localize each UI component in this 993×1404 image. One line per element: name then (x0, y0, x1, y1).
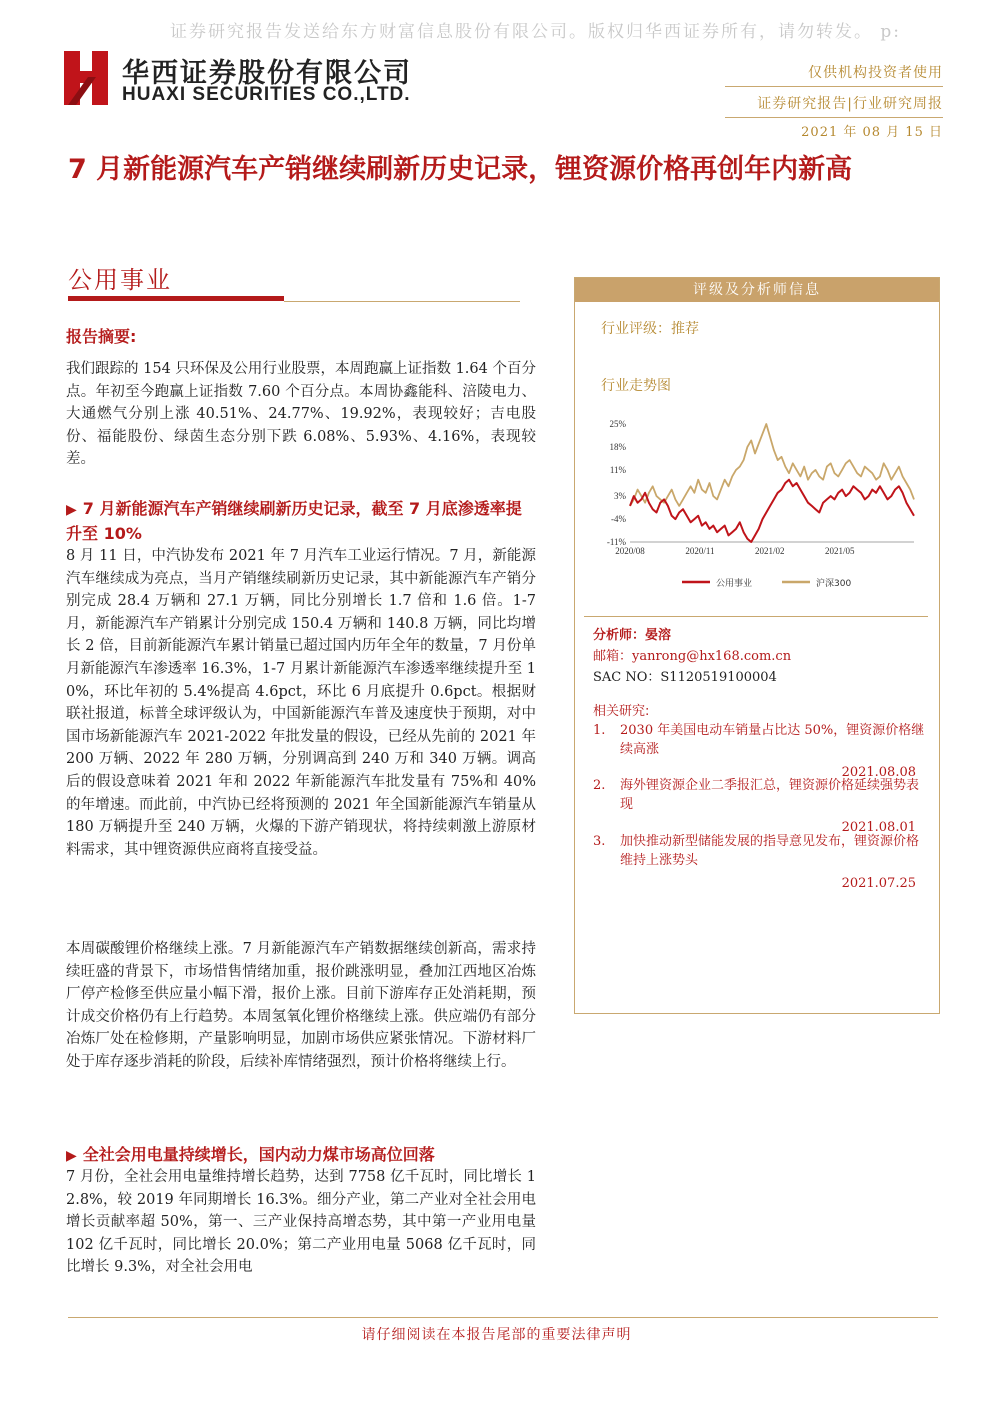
sector-name: 公用事业 (68, 266, 172, 294)
watermark-text: 证券研究报告发送给东方财富信息股份有限公司。版权归华西证券所有，请勿转发。 p: (170, 22, 902, 42)
legend-label: 沪深300 (816, 579, 852, 589)
triangle-bullet-icon: ▶ (66, 1148, 77, 1164)
related-title: 加快推动新型储能发展的指导意见发布，锂资源价格维持上涨势头 (620, 834, 920, 868)
related-research-title: 相关研究: (593, 704, 650, 719)
related-number: 1. (593, 723, 606, 738)
related-title: 海外锂资源企业二季报汇总，锂资源价格延续强势表现 (620, 778, 920, 812)
section-heading-text: 全社会用电量持续增长，国内动力煤市场高位回落 (82, 1145, 435, 1164)
series-line (630, 480, 914, 542)
header-divider (725, 86, 943, 87)
related-date: 2021.07.25 (841, 876, 916, 891)
header-divider (725, 117, 943, 118)
y-tick-label: -11% (606, 537, 626, 547)
summary-heading: 报告摘要: (66, 327, 137, 346)
series-line (630, 424, 914, 506)
section-heading-text: 7 月新能源汽车产销继续刷新历史记录，截至 7 月底渗透率提升至 10% (66, 499, 522, 543)
legal-notice: 请仔细阅读在本报告尾部的重要法律声明 (361, 1327, 632, 1343)
section-paragraph: 本周碳酸锂价格继续上涨。7 月新能源汽车产销数据继续创新高，需求持续旺盛的背景下，市场惜售情绪加重，报价跳涨明显，叠加江西地区冶炼厂停产检修至供应量小幅下滑，报价上涨。目前下游库存正处消耗期，预计成交价格仍有上行趋势。本周氢氧化锂价格继续上涨。供应端仍有部分冶炼厂处在检修期，产量影响明显，加剧市场供应紧张情况。下游材料厂处于库存逐步消耗的阶段，后续补库情绪强烈，预计价格将继续上行。 (66, 941, 536, 1070)
y-tick-label: 18% (609, 441, 626, 452)
triangle-bullet-icon: ▶ (66, 502, 77, 518)
footer-divider (68, 1317, 938, 1318)
analyst-email: 邮箱：yanrong@hx168.com.cn (593, 649, 792, 664)
industry-trend-chart (594, 412, 924, 597)
sac-number: SAC NO：S1120519100004 (593, 670, 777, 685)
section-heading-ev (66, 497, 536, 545)
related-research-item[interactable] (593, 832, 928, 893)
industry-rating: 行业评级：推荐 (601, 321, 699, 337)
report-title: 7 月新能源汽车产销继续刷新历史记录，锂资源价格再创年内新高 (68, 154, 853, 185)
section-paragraph: 8 月 11 日，中汽协发布 2021 年 7 月汽车工业运行情况。7 月，新能源汽车继续成为亮点，当月产销继续刷新历史记录，其中新能源汽车产销分别完成 28.4 万辆和 27.1 万辆，同比分别增长 1.7 倍和 1.6 倍。1-7 月，新能源汽车产销累计分别完成 150.4 万辆和 140.8 万辆，同比均增长 2 倍，目前新能源汽车累计销量已超过国内历年全年的数量，7 月份单月新能源汽车渗透率 16.3%，1-7 月累计新能源汽车渗透率继续提升至 10%，环比年初的 5.4%提高 4.6pct，环比 6 月底提升 0.6pct。根据财联社报道，标普全球评级认为，中国新能源汽车普及速度快于预期，对中国市场新能源汽车 2021-2022 年批发量的假设，已经从先前的 2021 年 200 万辆、2022 年 280 万辆，分别调高到 240 万和 340 万辆。调高后的假设意味着 2021 年和 2022 年新能源汽车批发量有 75%和 40%的年增速。而此前，中汽协已经将预测的 2021 年全国新能源汽车销量从 180 万辆提升至 240 万辆，火爆的下游产销现状，将持续刺激上游原材料需求，其中锂资源供应商将直接受益。 (66, 548, 536, 858)
x-tick-label: 2020/08 (615, 546, 645, 556)
section-heading-power (66, 1143, 536, 1168)
y-tick-label: 3% (614, 491, 626, 502)
report-type: 证券研究报告|行业研究周报 (757, 96, 943, 112)
sector-underline (68, 296, 284, 301)
y-tick-label: 11% (609, 464, 626, 475)
related-number: 2. (593, 778, 606, 793)
related-title: 2030 年美国电动车销量占比达 50%，锂资源价格继续高涨 (620, 723, 925, 757)
rating-box-title: 评级及分析师信息 (575, 278, 939, 302)
sector-underline-thin (284, 301, 520, 302)
analyst-name: 分析师：晏溶 (593, 628, 672, 643)
audience-note: 仅供机构投资者使用 (808, 65, 943, 81)
box-divider (584, 616, 928, 617)
section-paragraph: 7 月份，全社会用电量维持增长趋势，达到 7758 亿千瓦时，同比增长 12.8%，较 2019 年同期增长 16.3%。细分产业，第二产业对全社会用电增长贡献率超 50%，第一、三产业保持高增态势，其中第一产业用电量 102 亿千瓦时，同比增长 20.0%；第二产业用电量 5068 亿千瓦时，同比增长 9.3%，对全社会用电 (66, 1169, 536, 1276)
related-date: 2021.08.08 (841, 765, 916, 780)
x-tick-label: 2020/11 (685, 546, 715, 556)
summary-paragraph: 我们跟踪的 154 只环保及公用行业股票，本周跑赢上证指数 1.64 个百分点。年初至今跑赢上证指数 7.60 个百分点。本周协鑫能科、涪陵电力、大通燃气分别上涨 40.51%、24.77%、19.92%，表现较好；吉电股份、福能股份、绿茵生态分别下跌 6.08%、5.93%、4.16%，表现较差。 (66, 361, 536, 468)
report-date: 2021 年 08 月 15 日 (801, 125, 943, 140)
company-name-en: HUAXI SECURITIES CO.,LTD. (122, 84, 411, 105)
x-tick-label: 2021/05 (824, 546, 855, 556)
related-research-item[interactable] (593, 776, 928, 837)
related-number: 3. (593, 834, 606, 849)
company-name-cn: 华西证券股份有限公司 (122, 58, 412, 89)
chart-label: 行业走势图 (601, 378, 671, 394)
legend-label: 公用事业 (716, 579, 753, 589)
y-tick-label: -4% (611, 514, 626, 525)
related-research-item[interactable] (593, 721, 928, 782)
related-date: 2021.08.01 (841, 820, 916, 835)
y-tick-label: 25% (609, 419, 626, 429)
x-tick-label: 2021/02 (755, 546, 785, 556)
